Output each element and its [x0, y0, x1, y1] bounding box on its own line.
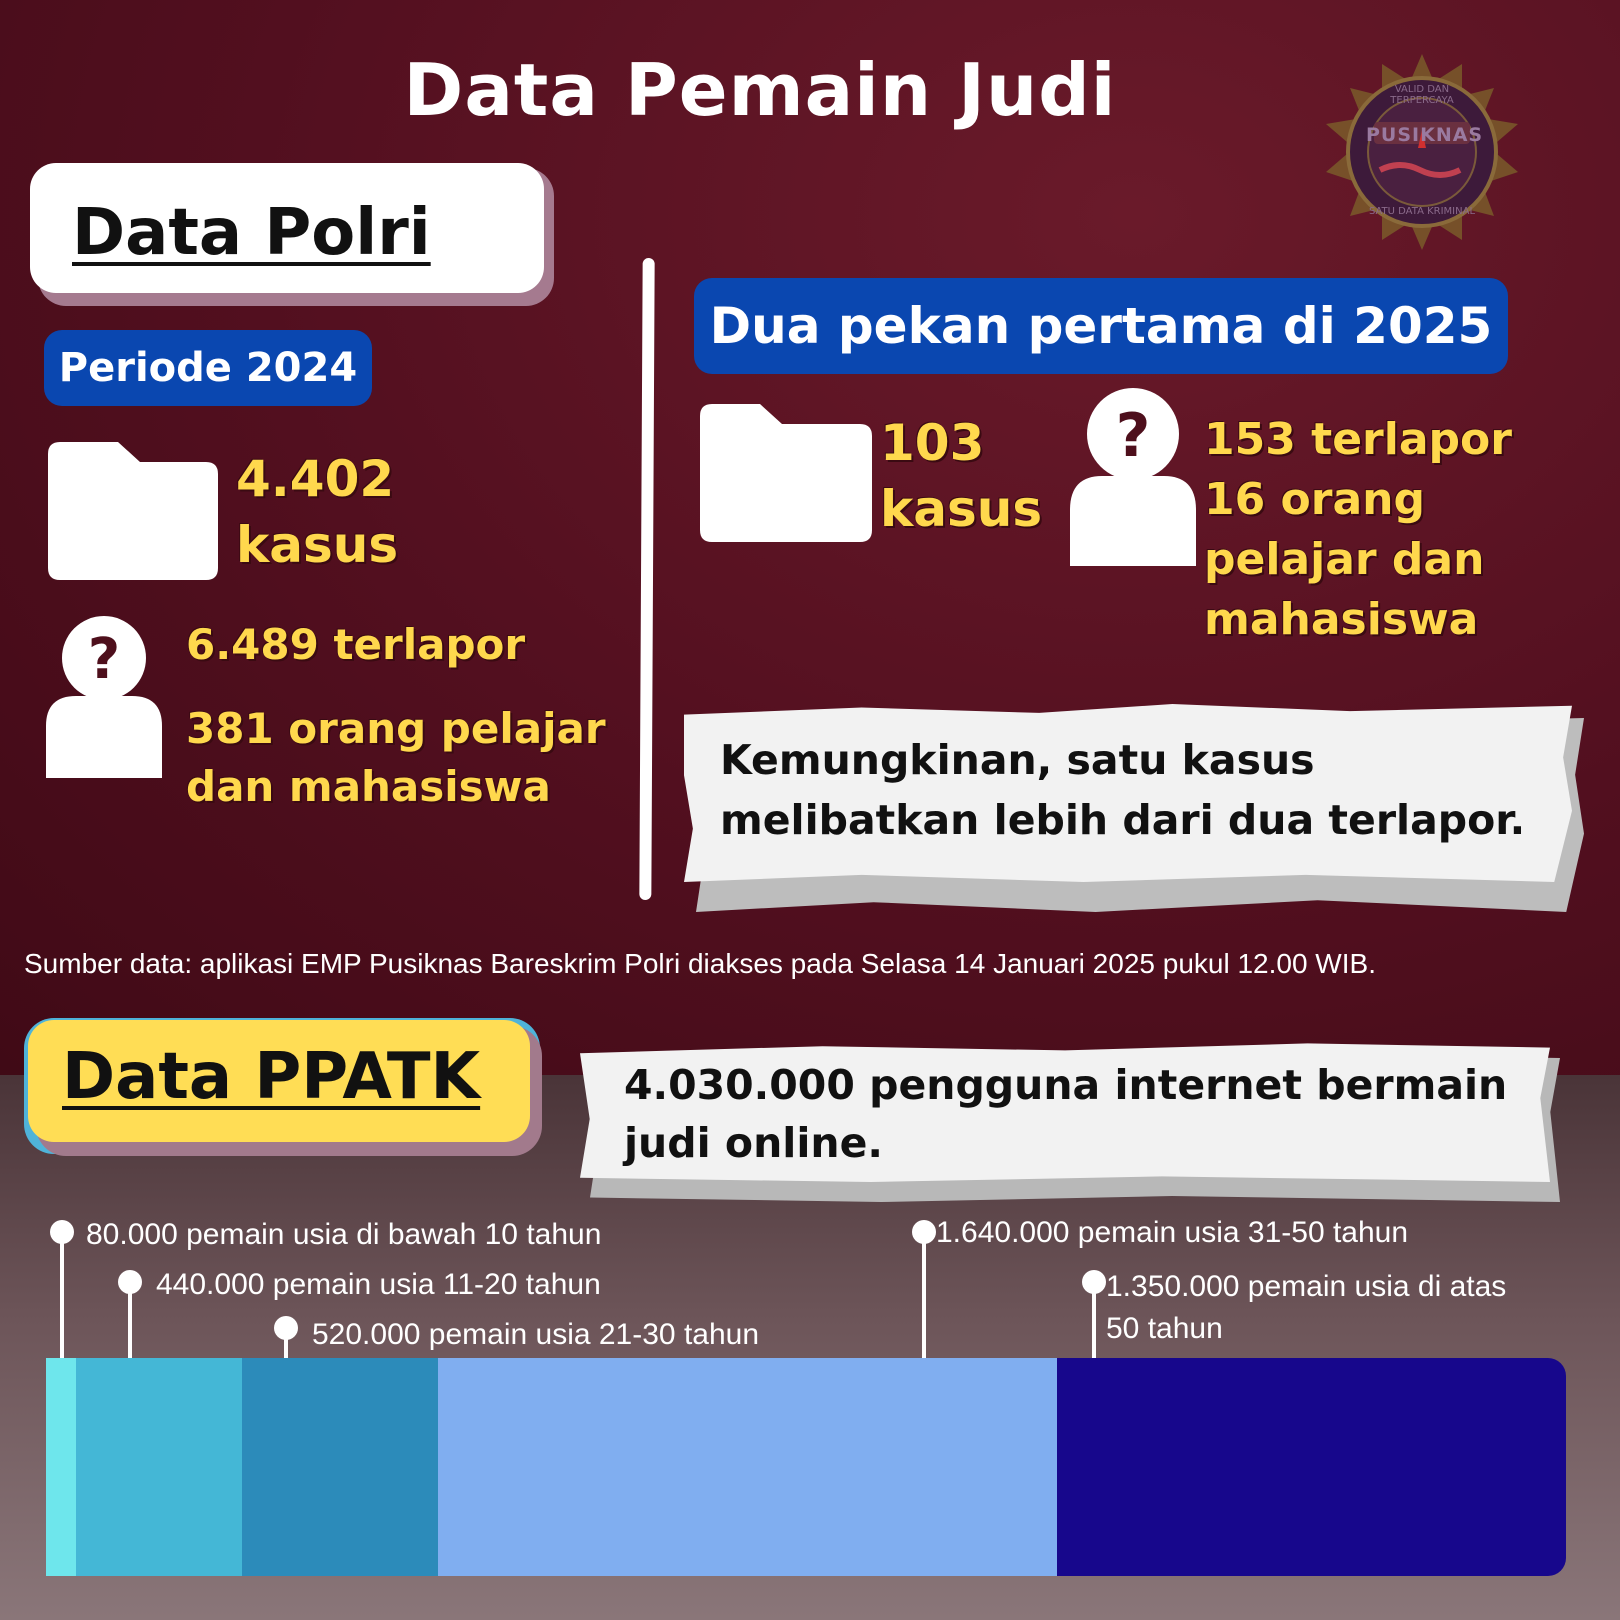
logo-text-top: VALID DAN TERPERCAYA	[1390, 84, 1454, 106]
students-2025-line3: mahasiswa	[1204, 594, 1479, 645]
cases-2024-number: 4.402	[236, 450, 395, 508]
logo-text-main: PUSIKNAS	[1366, 124, 1484, 146]
bar-segment-under-10	[46, 1358, 76, 1576]
cases-2025-unit: kasus	[880, 480, 1043, 538]
pin-line-under-10	[60, 1232, 64, 1358]
age-label-under-10: 80.000 pemain usia di bawah 10 tahun	[86, 1218, 602, 1251]
bar-segment-11-20	[76, 1358, 242, 1576]
bar-segment-21-30	[242, 1358, 438, 1576]
reported-2024: 6.489 terlapor	[186, 620, 526, 669]
pin-line-21-30	[284, 1328, 288, 1358]
age-label-over-50-line2: 50 tahun	[1106, 1312, 1223, 1345]
cases-2025-number: 103	[880, 414, 985, 472]
ppatk-heading: Data PPATK	[62, 1040, 481, 1114]
students-2025-line2: pelajar dan	[1204, 534, 1485, 585]
note-line1: Kemungkinan, satu kasus	[720, 736, 1315, 784]
source-text: Sumber data: aplikasi EMP Pusiknas Bareskrim Polri diakses pada Selasa 14 Januari 2025 pukul 12.00 WIB.	[24, 948, 1376, 979]
cases-2024-unit: kasus	[236, 516, 399, 574]
age-label-21-30: 520.000 pemain usia 21-30 tahun	[312, 1318, 760, 1351]
summary-text	[624, 1056, 1524, 1172]
summary-line1: 4.030.000 pengguna internet bermain	[624, 1061, 1508, 1109]
students-2024-line2: dan mahasiswa	[186, 762, 551, 811]
polri-heading: Data Polri	[72, 196, 431, 270]
svg-text:?: ?	[87, 627, 121, 692]
bar-segment-31-50	[438, 1358, 1057, 1576]
age-label-over-50-line1: 1.350.000 pemain usia di atas	[1106, 1270, 1507, 1303]
bar-segment-over-50	[1057, 1358, 1566, 1576]
students-2025-line1: 16 orang	[1204, 474, 1425, 525]
summary-line2: judi online.	[624, 1119, 883, 1167]
age-label-11-20: 440.000 pemain usia 11-20 tahun	[156, 1268, 601, 1301]
age-distribution-bar	[46, 1358, 1566, 1576]
note-line2: melibatkan lebih dari dua terlapor.	[720, 796, 1526, 844]
note-text	[720, 730, 1540, 850]
reported-2025: 153 terlapor	[1204, 414, 1512, 465]
folder-icon	[48, 442, 218, 584]
folder-icon	[700, 404, 872, 546]
period-2025-label: Dua pekan pertama di 2025	[694, 278, 1508, 374]
logo-text-bottom: SATU DATA KRIMINAL	[1368, 206, 1476, 217]
pusiknas-logo	[1322, 52, 1522, 252]
pin-line-11-20	[128, 1282, 132, 1358]
age-label-31-50: 1.640.000 pemain usia 31-50 tahun	[936, 1216, 1409, 1249]
pin-line-31-50	[922, 1232, 926, 1358]
students-2024-line1: 381 orang pelajar	[186, 704, 606, 753]
unknown-person-icon	[46, 616, 162, 782]
svg-text:?: ?	[1115, 401, 1151, 471]
period-2024-label: Periode 2024	[44, 330, 372, 406]
page-title: Data Pemain Judi	[403, 48, 1117, 132]
pin-line-over-50	[1092, 1282, 1096, 1358]
unknown-person-icon	[1070, 388, 1196, 570]
